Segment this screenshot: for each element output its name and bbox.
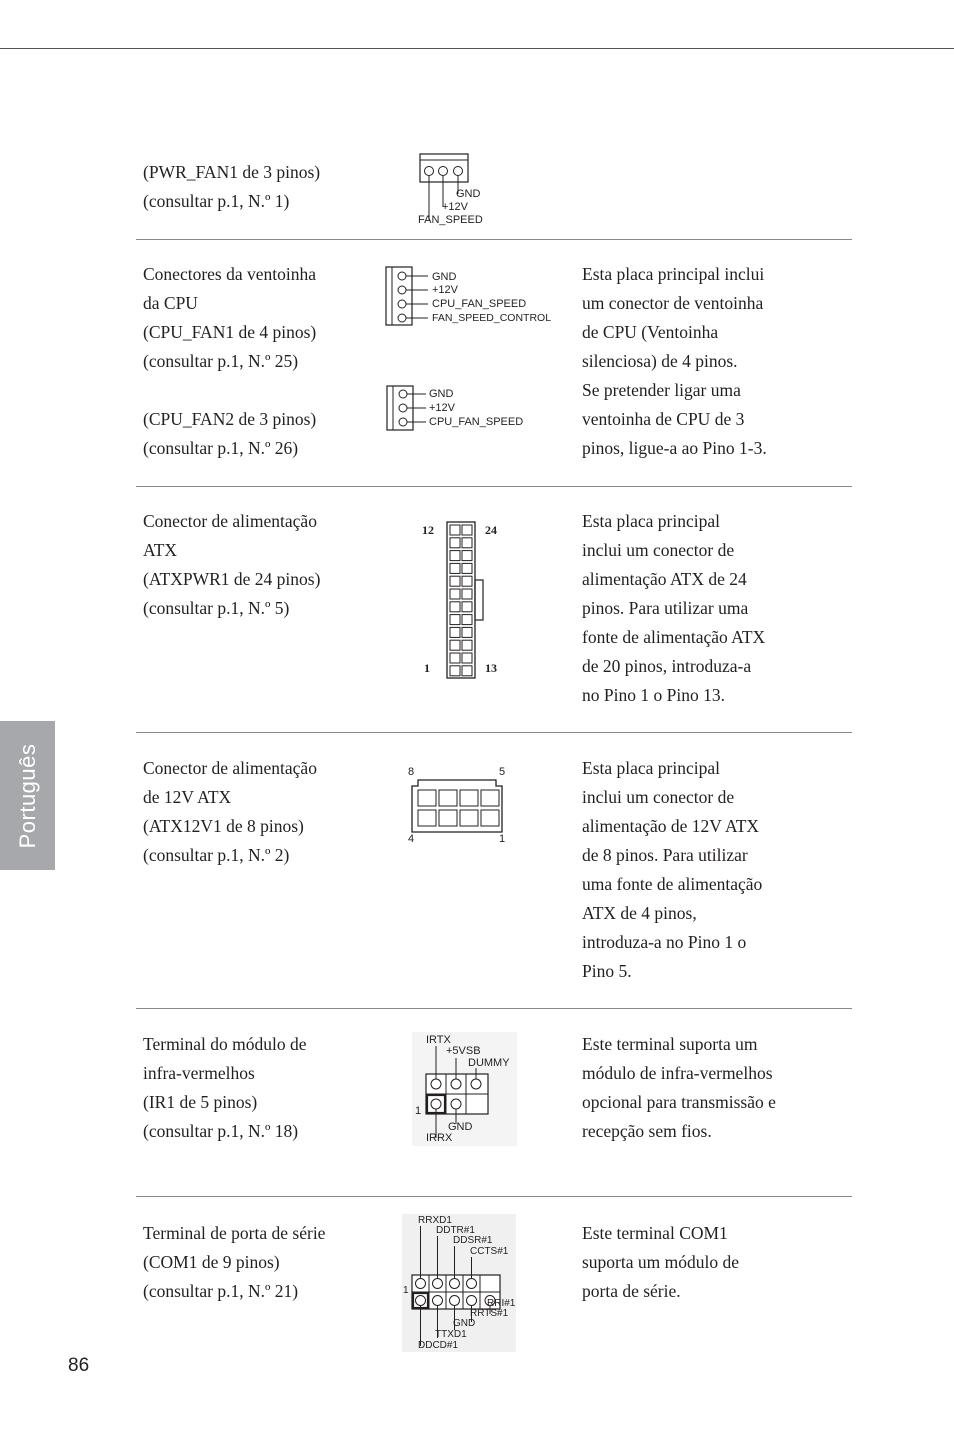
ir-desc-line: Este terminal suporta um (582, 1034, 758, 1054)
atx24-pin (462, 589, 472, 599)
section-divider (136, 239, 852, 240)
ir-line: (consultar p.1, N.º 18) (143, 1121, 299, 1141)
atx-desc (582, 507, 822, 710)
atx24-diagram (415, 518, 515, 683)
cpu-fan-desc-line: Se pretender ligar uma (582, 380, 741, 400)
cpu-fan-line: (consultar p.1, N.º 25) (143, 351, 299, 371)
pin-label: GND (429, 388, 454, 400)
section-divider (136, 1008, 852, 1009)
pin-number: 13 (485, 661, 497, 675)
cpu-fan-desc (582, 260, 822, 463)
atx24-pin (462, 551, 472, 561)
pin-label: RRXD1 (418, 1215, 452, 1226)
cpu-fan-text (143, 260, 368, 463)
cpu-fan-desc-line: ventoinha de CPU de 3 (582, 409, 745, 429)
pin-label: CPU_FAN_SPEED (432, 298, 527, 310)
pin-label: CCTS#1 (470, 1246, 509, 1257)
atx12v-desc (582, 754, 822, 986)
atx12v-desc-line: de 8 pinos. Para utilizar (582, 845, 748, 865)
pin-number: 1 (415, 1105, 422, 1117)
com-line: (COM1 de 9 pinos) (143, 1252, 280, 1272)
atx-desc-line: fonte de alimentação ATX (582, 627, 766, 647)
pin-label: +5VSB (446, 1045, 481, 1057)
section-divider (136, 1196, 852, 1197)
pin-label: FAN_SPEED (418, 214, 483, 226)
pin-label: DDSR#1 (453, 1235, 493, 1246)
pwr-fan-line: (consultar p.1, N.º 1) (143, 191, 290, 211)
atx24-pin (450, 576, 460, 586)
atx12v-connector-icon (404, 764, 514, 848)
pin-label: IRRX (426, 1132, 453, 1144)
cpu-fan-desc-line: silenciosa) de 4 pinos. (582, 351, 738, 371)
pin-label: RRTS#1 (470, 1308, 509, 1319)
atx24-pin (462, 538, 472, 548)
com-desc-line: Este terminal COM1 (582, 1223, 728, 1243)
atx24-pin (450, 640, 460, 650)
ir-line: infra-vermelhos (143, 1063, 255, 1083)
atx24-pin (462, 666, 472, 676)
com-desc-line: porta de série. (582, 1281, 681, 1301)
cpu-fan2-diagram (382, 382, 532, 434)
atx-desc-line: pinos. Para utilizar uma (582, 598, 749, 618)
atx-line: (consultar p.1, N.º 5) (143, 598, 290, 618)
pin-label: RRI#1 (487, 1298, 516, 1309)
atx-line: Conector de alimentação (143, 511, 317, 531)
pin-label: IRTX (426, 1034, 451, 1046)
header-rule (0, 48, 954, 49)
cpu-fan-line: (CPU_FAN1 de 4 pinos) (143, 322, 317, 342)
pin-number: 1 (499, 833, 506, 845)
pin-number: 1 (424, 661, 430, 675)
ir-desc-line: módulo de infra-vermelhos (582, 1063, 773, 1083)
atx24-pin (450, 653, 460, 663)
ir-diagram (412, 1032, 517, 1146)
atx24-pin (462, 640, 472, 650)
pin-label: GND (432, 271, 457, 283)
atx12v-desc-line: Pino 5. (582, 961, 632, 981)
language-tab (0, 721, 55, 870)
pin-label: FAN_SPEED_CONTROL (432, 312, 552, 324)
atx-line: ATX (143, 540, 178, 560)
atx12v-desc-line: inclui um conector de (582, 787, 735, 807)
cpu-fan-desc-line: de CPU (Ventoinha (582, 322, 719, 342)
pwr-fan-diagram (412, 150, 502, 230)
atx12v-line: (ATX12V1 de 8 pinos) (143, 816, 304, 836)
cpu-fan-line: (CPU_FAN2 de 3 pinos) (143, 409, 317, 429)
atx12v-line: (consultar p.1, N.º 2) (143, 845, 290, 865)
atx-desc-line: no Pino 1 o Pino 13. (582, 685, 725, 705)
cpu-fan-desc-line: um conector de ventoinha (582, 293, 764, 313)
pin-number: 12 (422, 523, 434, 537)
atx12v-desc-line: Esta placa principal (582, 758, 720, 778)
atx12v-desc-line: ATX de 4 pinos, (582, 903, 697, 923)
atx-desc-line: de 20 pinos, introduza-a (582, 656, 752, 676)
pin-label: GND (456, 188, 481, 200)
pin-label: GND (453, 1318, 476, 1329)
com-line: (consultar p.1, N.º 21) (143, 1281, 299, 1301)
pin-number: 8 (408, 766, 415, 778)
com-desc-line: suporta um módulo de (582, 1252, 739, 1272)
pin-label: DDCD#1 (418, 1340, 459, 1351)
com-desc (582, 1219, 822, 1306)
cpu-fan-desc-line: Esta placa principal inclui (582, 264, 765, 284)
cpu-fan-line: (consultar p.1, N.º 26) (143, 438, 299, 458)
atx12v-desc-line: alimentação de 12V ATX (582, 816, 760, 836)
atx24-pin (450, 563, 460, 573)
atx24-pin (462, 653, 472, 663)
atx12v-desc-line: introduza-a no Pino 1 o (582, 932, 747, 952)
pin-number: 5 (499, 766, 506, 778)
atx24-pin (450, 615, 460, 625)
atx12v-diagram (404, 764, 514, 848)
pin-label: CPU_FAN_SPEED (429, 416, 524, 428)
atx12v-line: Conector de alimentação (143, 758, 317, 778)
atx24-pin (462, 576, 472, 586)
com-text (143, 1219, 368, 1306)
pin-label: +12V (429, 402, 455, 414)
ir-line: Terminal do módulo de (143, 1034, 307, 1054)
atx12v-desc-line: uma fonte de alimentação (582, 874, 763, 894)
section-divider (136, 732, 852, 733)
pwr-fan-line: (PWR_FAN1 de 3 pinos) (143, 162, 321, 182)
atx24-pin (450, 666, 460, 676)
pin-label: +12V (432, 284, 458, 296)
atx12v-line: de 12V ATX (143, 787, 232, 807)
atx24-pin (450, 627, 460, 637)
ir-desc-line: recepção sem fios. (582, 1121, 712, 1141)
atx24-pin (462, 602, 472, 612)
ir-desc (582, 1030, 822, 1146)
cpu-fan-line: Conectores da ventoinha (143, 264, 317, 284)
atx24-pin (450, 589, 460, 599)
atx24-pin (450, 525, 460, 535)
page-number: 86 (68, 1355, 90, 1376)
atx24-pin (450, 602, 460, 612)
ir-desc-line: opcional para transmissão e (582, 1092, 776, 1112)
atx-desc-line: inclui um conector de (582, 540, 735, 560)
ir-line: (IR1 de 5 pinos) (143, 1092, 258, 1112)
pin-number: 1 (403, 1285, 409, 1296)
language-tab-label: Português (14, 743, 40, 848)
atx-desc-line: Esta placa principal (582, 511, 720, 531)
atx24-pin (462, 615, 472, 625)
cpu-fan1-diagram (380, 262, 550, 332)
atx-text (143, 507, 368, 623)
com-diagram (402, 1214, 516, 1352)
atx24-pin (462, 525, 472, 535)
pin-label: +12V (442, 201, 468, 213)
atx24-pin (450, 551, 460, 561)
atx-desc-line: alimentação ATX de 24 (582, 569, 747, 589)
ir-text (143, 1030, 368, 1146)
atx-line: (ATXPWR1 de 24 pinos) (143, 569, 321, 589)
atx12v-text (143, 754, 368, 870)
atx24-pin (462, 563, 472, 573)
pin-number: 24 (485, 523, 497, 537)
cpu-fan-desc-line: pinos, ligue-a ao Pino 1-3. (582, 438, 767, 458)
pin-label: TTXD1 (435, 1329, 467, 1340)
section-divider (136, 486, 852, 487)
atx24-pin (462, 627, 472, 637)
pwr-fan-text (143, 158, 368, 216)
pin-label: DDTR#1 (436, 1225, 475, 1236)
pin-label: GND (448, 1121, 473, 1133)
cpu-fan-line: da CPU (143, 293, 198, 313)
pin-label: DUMMY (468, 1057, 510, 1069)
pin-number: 4 (408, 833, 415, 845)
atx24-connector-icon (415, 518, 515, 683)
com-line: Terminal de porta de série (143, 1223, 326, 1243)
atx24-pin (450, 538, 460, 548)
